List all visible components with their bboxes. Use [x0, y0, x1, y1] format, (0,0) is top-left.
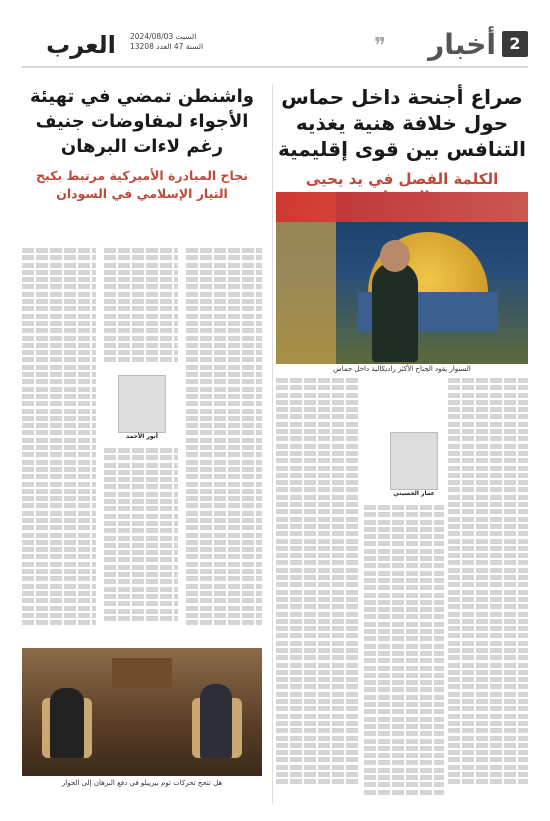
date-line: السبت 2024/08/03 [130, 32, 197, 41]
right-article-header [276, 84, 528, 206]
right-author-name: عمار الحسيني [393, 490, 435, 497]
right-article-column-3 [276, 378, 358, 798]
right-article-title: صراع أجنحة داخل حماس حول خلافة هنية يغذيه التنافس بين قوى إقليمية [277, 85, 527, 161]
newspaper-logo: العرب [46, 31, 116, 59]
left-article-photo [22, 648, 262, 776]
photo-person-left [50, 688, 84, 758]
photo-person-head [380, 240, 410, 272]
photo-person-right [200, 684, 232, 758]
left-article-column-2-bottom [104, 448, 178, 642]
right-article-column-2 [364, 505, 444, 799]
left-article-subtitle: نجاح المبادرة الأميركية مرتبط بكبح التيار الإسلامي في السودان [36, 168, 248, 201]
section-number: 2 [502, 31, 528, 57]
issue-info [130, 32, 203, 52]
right-article-photo [276, 192, 528, 364]
section-title: أخبار [428, 27, 496, 61]
left-author-name: أنور الأحمد [126, 433, 158, 440]
right-photo-caption: السنوار يقود الجناح الأكثر راديكالية داخل حماس [333, 365, 471, 373]
right-author-photo [390, 432, 438, 490]
left-author-photo [118, 375, 166, 433]
left-article-column-3 [186, 248, 262, 642]
right-article-subtitle: الكلمة الفصل في يد يحيى [305, 170, 499, 188]
masthead [22, 22, 528, 68]
left-article-column-2-top [104, 248, 178, 368]
issue-line: السنة 47 العدد 13208 [130, 42, 204, 51]
quote-icon: ❞ [374, 34, 386, 59]
photo-shelf-decor [112, 658, 172, 688]
left-article-header [22, 84, 262, 203]
photo-banner-decor [276, 192, 528, 222]
left-article-column-1 [22, 248, 96, 642]
left-article-title: واشنطن تمضي في تهيئة الأجواء لمفاوضات جنيف رغم لاءات البرهان [30, 86, 254, 157]
photo-person-figure [372, 262, 418, 362]
right-article-column-1 [448, 378, 528, 798]
left-photo-caption: هل تنجح تحركات توم بيرييلو في دفع البرهان إلى الحوار [61, 779, 223, 787]
section-header [428, 26, 528, 62]
column-divider [272, 84, 273, 804]
